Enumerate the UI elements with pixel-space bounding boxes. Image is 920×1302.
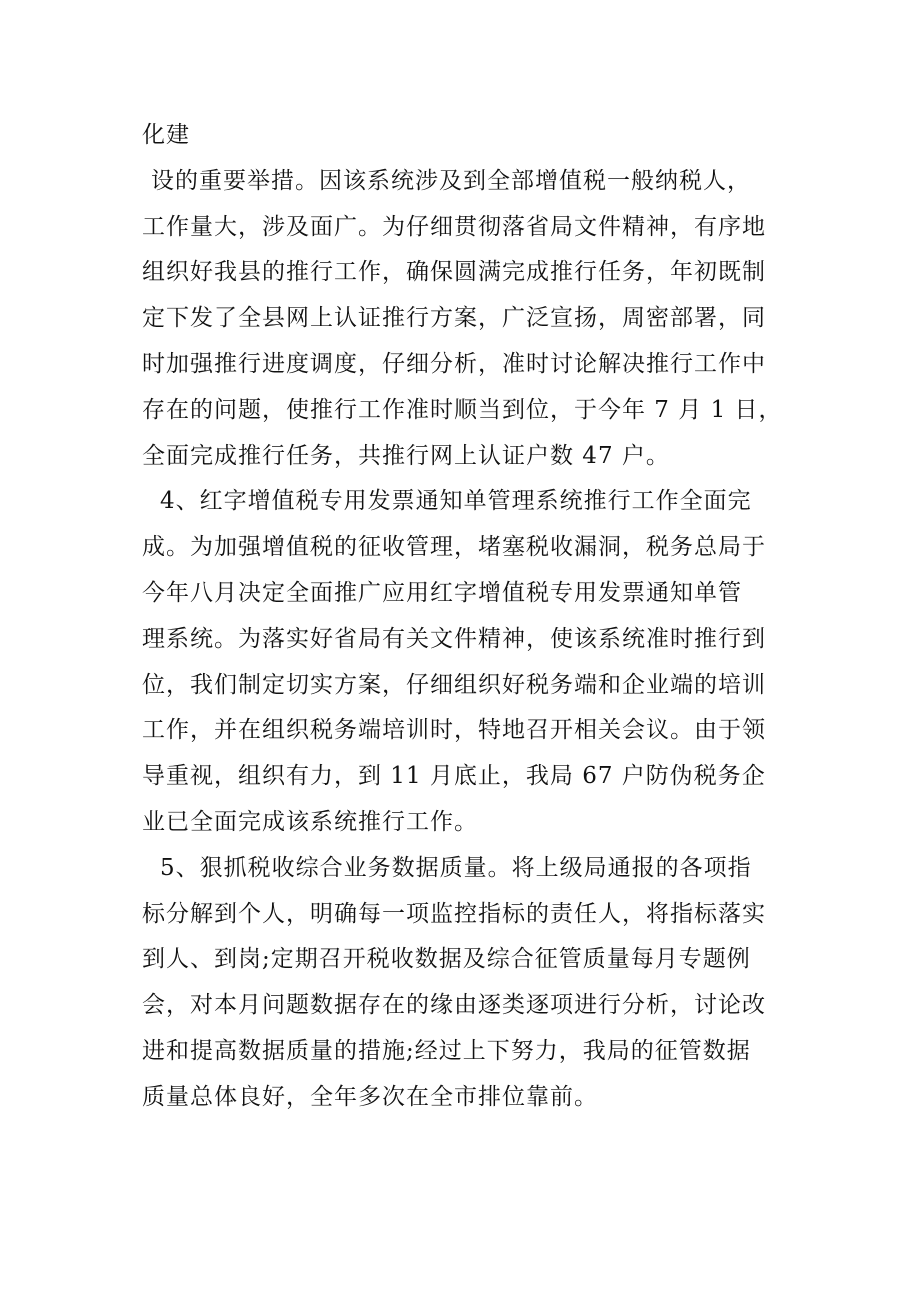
text-line: 4、红字增值税专用发票通知单管理系统推行工作全面完 (160, 488, 752, 515)
text-line: 时加强推行进度调度，仔细分析，准时讨论解决推行工作中 (142, 350, 766, 377)
text-line: 业已全面完成该系统推行工作。 (142, 808, 478, 835)
text-line: 到人、到岗;定期召开税收数据及综合征管质量每月专题例 (142, 946, 751, 973)
text-line: 组织好我县的推行工作，确保圆满完成推行任务，年初既制 (142, 259, 766, 286)
text-line: 全面完成推行任务，共推行网上认证户数 47 户。 (142, 442, 670, 469)
text-line: 存在的问题，使推行工作准时顺当到位，于今年 7 月 1 日， (142, 396, 783, 423)
text-line: 理系统。为落实好省局有关文件精神，使该系统准时推行到 (142, 625, 766, 652)
text-line: 导重视，组织有力，到 11 月底止，我局 67 户防伪税务企 (142, 763, 766, 790)
text-line: 标分解到个人，明确每一项监控指标的责任人，将指标落实 (142, 900, 766, 927)
text-line: 工作，并在组织税务端培训时，特地召开相关会议。由于领 (142, 717, 766, 744)
text-line: 定下发了全县网上认证推行方案，广泛宣扬，周密部署，同 (142, 305, 766, 332)
text-line: 进和提高数据质量的措施;经过上下努力，我局的征管数据 (142, 1037, 751, 1064)
text-line: 工作量大，涉及面广。为仔细贯彻落省局文件精神，有序地 (142, 213, 766, 240)
text-line: 今年八月决定全面推广应用红字增值税专用发票通知单管 (142, 579, 742, 606)
text-line: 5、狠抓税收综合业务数据质量。将上级局通报的各项指 (160, 854, 752, 881)
text-line: 位，我们制定切实方案，仔细组织好税务端和企业端的培训 (142, 671, 766, 698)
document-body (142, 113, 792, 1121)
text-line: 设的重要举措。因该系统涉及到全部增值税一般纳税人， (151, 167, 751, 194)
text-line: 化建 (142, 122, 190, 148)
text-line: 成。为加强增值税的征收管理，堵塞税收漏洞，税务总局于 (142, 534, 766, 561)
text-line: 会，对本月问题数据存在的缘由逐类逐项进行分析，讨论改 (142, 992, 766, 1019)
text-line: 质量总体良好，全年多次在全市排位靠前。 (142, 1083, 598, 1110)
